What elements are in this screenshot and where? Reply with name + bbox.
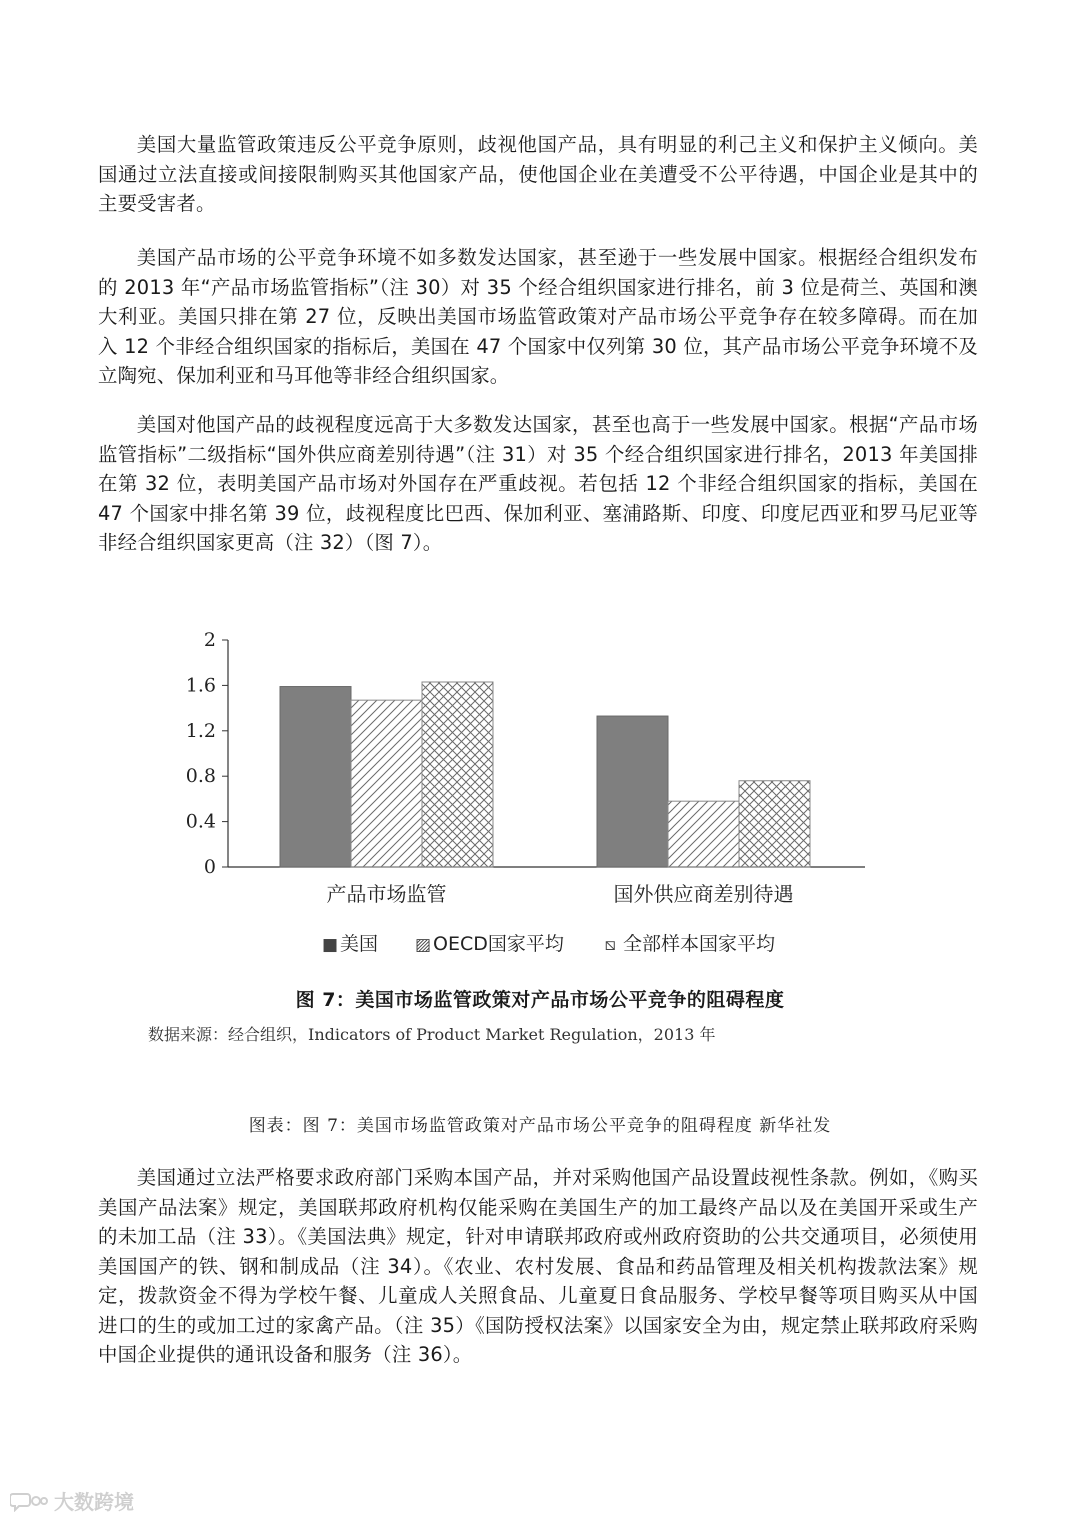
figure-title: 图 7：美国市场监管政策对产品市场公平竞争的阻碍程度 [295, 989, 785, 1011]
x-category-label: 国外供应商差别待遇 [613, 882, 794, 906]
y-tick-label: 0.8 [185, 765, 216, 788]
bar-usa [597, 716, 668, 867]
bar-all-avg [739, 781, 810, 867]
y-tick-label: 2 [203, 629, 216, 651]
paragraph-2: 美国产品市场的公平竞争环境不如多数发达国家，甚至逊于一些发展中国家。根据经合组织发布的 2013 年“产品市场监管指标”（注 30）对 35 个经合组织国家进行排名，前 3 位是荷兰、英国和澳大利亚。美国只排在第 27 位，反映出美国市场监管政策对产品市场公平竞争存在较多障碍。而在加入 12 个非经合组织国家的指标后，美国在 47 个国家中仅列第 30 位，其产品市场公平竞争环境不及立陶宛、保加利亚和马耳他等非经合组织国家。 [98, 246, 978, 387]
y-tick-label: 1.2 [185, 719, 216, 742]
legend-marker-icon: ■ [322, 935, 339, 955]
legend-label: 全部样本国家平均 [623, 933, 776, 955]
bar-chart [160, 620, 920, 980]
bar-oecd-avg [351, 700, 422, 867]
figure-source: 数据来源：经合组织，Indicators of Product Market Regulation，2013 年 [148, 1025, 716, 1044]
paragraph-4: 美国通过立法严格要求政府部门采购本国产品，并对采购他国产品设置歧视性条款。例如，《购买美国产品法案》规定，美国联邦政府机构仅能采购在美国生产的加工最终产品以及在美国开采或生产的未加工品（注 33）。《美国法典》规定，针对申请联邦政府或州政府资助的公共交通项目，必须使用美国国产的铁、钢和制成品（注 34）。《农业、农村发展、食品和药品管理及相关机构拨款法案》规定，拨款资金不得为学校午餐、儿童成人关照食品、儿童夏日食品服务、学校早餐等项目购买从中国进口的生的或加工过的家禽产品。（注 35）《国防授权法案》以国家安全为由，规定禁止联邦政府采购中国企业提供的通讯设备和服务（注 36）。 [98, 1166, 978, 1366]
legend-marker-icon: ⧅ [605, 935, 616, 955]
figure-caption: 图表：图 7：美国市场监管政策对产品市场公平竞争的阻碍程度 新华社发 [248, 1116, 832, 1136]
bar-usa [280, 687, 351, 867]
paragraph-3: 美国对他国产品的歧视程度远高于大多数发达国家，甚至也高于一些发展中国家。根据“产品市场监管指标”二级指标“国外供应商差别待遇”（注 31）对 35 个经合组织国家进行排名，2013 年美国排在第 32 位，表明美国产品市场对外国存在严重歧视。若包括 12 个非经合组织国家的指标，美国在 47 个国家中排名第 39 位，歧视程度比巴西、保加利亚、塞浦路斯、印度、印度尼西亚和罗马尼亚等非经合组织国家更高（注 32）（图 7）。 [98, 413, 978, 554]
paragraph-1: 美国大量监管政策违反公平竞争原则，歧视他国产品，具有明显的利己主义和保护主义倾向。美国通过立法直接或间接限制购买其他国家产品，使他国企业在美遭受不公平待遇，中国企业是其中的主要受害者。 [98, 133, 978, 215]
x-category-label: 产品市场监管 [326, 882, 447, 906]
y-tick-label: 1.6 [185, 674, 216, 697]
legend-marker-icon: ▨ [415, 935, 432, 955]
legend-label: 美国 [340, 933, 379, 955]
y-tick-label: 0 [203, 856, 216, 878]
legend-label: OECD国家平均 [433, 933, 564, 955]
watermark-text: 大数跨境 [54, 1490, 134, 1514]
bar-all-avg [422, 682, 493, 867]
watermark [10, 1486, 134, 1515]
speech-bubble-logo-icon [10, 1490, 48, 1512]
bar-oecd-avg [668, 801, 739, 867]
y-tick-label: 0.4 [185, 810, 216, 833]
